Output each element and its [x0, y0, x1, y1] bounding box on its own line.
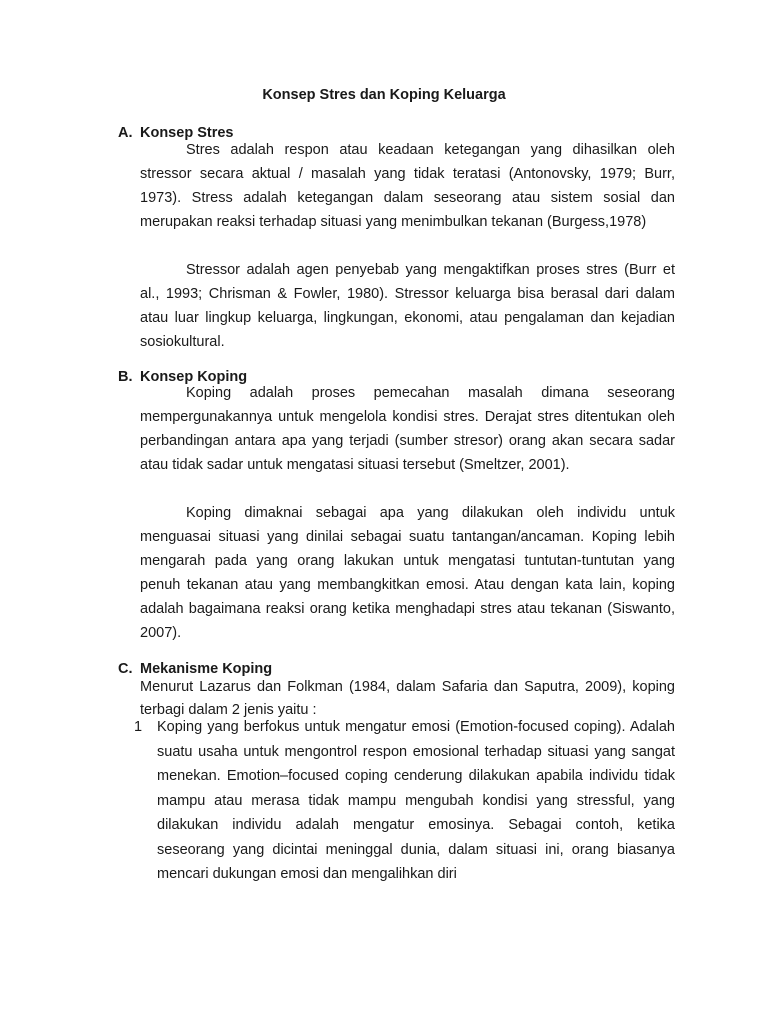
section-b-paragraph-2: Koping dimaknai sebagai apa yang dilakukan oleh individu untuk menguasai situasi yang dinilai sebagai suatu tantangan/ancaman. Koping lebih mengarah pada yang orang lakukan untuk mengatasi tuntutan-tuntutan yang penuh tekanan atau yang membangkitkan emosi. Atau dengan kata lain, koping adalah bagaimana reaksi orang ketika menghadapi stres atau tekanan (Siswanto, 2007). — [140, 505, 675, 641]
document-title: Konsep Stres dan Koping Keluarga — [262, 87, 506, 103]
section-b-letter: B. — [118, 369, 133, 385]
list-item-number: 1 — [134, 719, 143, 735]
section-a-paragraph-1: Stres adalah respon atau keadaan ketegangan yang dihasilkan oleh stressor secara aktual / masalah yang tidak teratasi (Antonovsky, 1979; Burr, 1973). Stress adalah ketegangan dalam seseorang atau sistem sosial dan merupakan reaksi terhadap situasi yang menimbulkan tekanan (Burgess,1978) — [140, 142, 675, 230]
section-a-heading: Konsep Stres — [140, 125, 234, 141]
section-c-heading: Mekanisme Koping — [140, 661, 273, 677]
section-b-heading: Konsep Koping — [140, 369, 248, 385]
section-b-paragraph-1: Koping adalah proses pemecahan masalah dimana seseorang mempergunakannya untuk mengelola kondisi stres. Derajat stres ditentukan oleh perbandingan antara apa yang terjadi (sumber stresor) orang akan secara sadar atau tidak sadar untuk mengatasi situasi tersebut (Smeltzer, 2001). — [140, 385, 675, 473]
section-c-paragraph-1: Menurut Lazarus dan Folkman (1984, dalam Safaria dan Saputra, 2009), koping terbagi dalam 2 jenis yaitu : — [140, 679, 675, 718]
section-a-letter: A. — [118, 125, 133, 141]
list-item-text: Koping yang berfokus untuk mengatur emosi (Emotion-focused coping). Adalah suatu usaha untuk mengontrol respon emosional terhadap situasi yang sangat menekan. Emotion–focused coping cenderung dilakukan apabila individu tidak mampu atau merasa tidak mampu mengubah kondisi yang stressful, yang dilakukan individu adalah mengatur emosinya. Sebagai contoh, ketika seseorang yang dicintai meninggal dunia, dalam situasi ini, orang biasanya mencari dukungan emosi dan mengalihkan diri — [157, 719, 675, 882]
section-c-letter: C. — [118, 661, 133, 677]
section-a-paragraph-2: Stressor adalah agen penyebab yang mengaktifkan proses stres (Burr et al., 1993; Chrisman & Fowler, 1980). Stressor keluarga bisa berasal dari dalam atau luar lingkup keluarga, lingkungan, ekonomi, atau pengalaman dan kejadian sosiokultural. — [140, 262, 675, 350]
